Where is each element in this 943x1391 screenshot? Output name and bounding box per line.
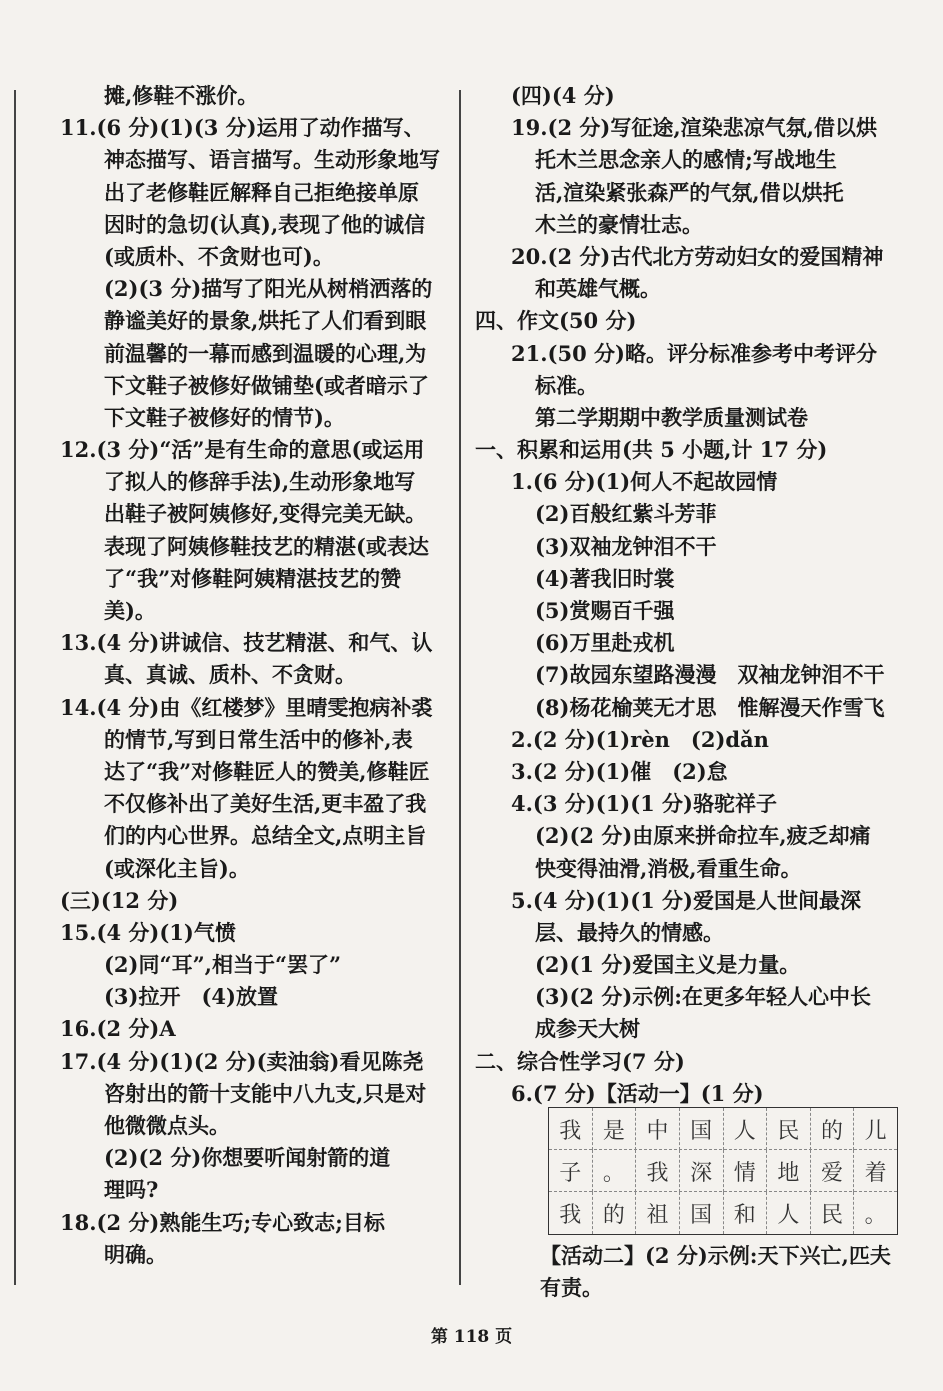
text-line: 层、最持久的情感。 <box>535 919 724 945</box>
grid-cell: 。 <box>593 1150 637 1192</box>
text-line: (2)(1 分)爱国主义是力量。 <box>535 952 801 978</box>
text-line: 不仅修补出了美好生活,更丰盈了我 <box>104 791 427 817</box>
text-line: 20.(2 分)古代北方劳动妇女的爱国精神 <box>511 243 884 269</box>
text-line: 静谧美好的景象,烘托了人们看到眼 <box>104 308 427 334</box>
grid-cell: 儿 <box>864 1118 887 1144</box>
section-heading: 第二学期期中教学质量测试卷 <box>535 404 808 430</box>
grid-cell: 人 <box>767 1192 811 1234</box>
grid-cell: 子 <box>549 1150 593 1192</box>
text-line: (2)(2 分)由原来拼命拉车,疲乏却痛 <box>535 823 871 849</box>
text-line: 19.(2 分)写征途,渲染悲凉气氛,借以烘 <box>511 115 877 141</box>
text-line: 4.(3 分)(1)(1 分)骆驼祥子 <box>511 791 777 817</box>
grid-cell: 民 <box>811 1192 855 1234</box>
text-line: 他微微点头。 <box>104 1113 230 1138</box>
column-divider <box>459 90 461 1285</box>
text-line: 13.(4 分)讲诚信、技艺精湛、和气、认 <box>60 630 433 656</box>
text-line: 快变得油滑,消极,看重生命。 <box>535 855 802 881</box>
text-line: (2)同“耳”,相当于“罢了” <box>104 952 342 978</box>
page-number: 第 118 页 <box>430 1327 513 1347</box>
text-line: (3)双袖龙钟泪不干 <box>535 533 717 559</box>
text-line: 了拟人的修辞手法),生动形象地写 <box>104 469 416 495</box>
grid-cell: 深 <box>680 1150 724 1192</box>
left-column <box>60 80 452 1271</box>
text-line: (6)万里赴戎机 <box>535 630 675 656</box>
grid-cell: 和 <box>724 1192 768 1234</box>
text-line: 有责。 <box>540 1275 603 1301</box>
text-line: 的情节,写到日常生活中的修补,表 <box>104 726 413 752</box>
text-line: 托木兰思念亲人的感情;写战地生 <box>535 147 837 173</box>
text-line: 12.(3 分)“活”是有生命的意思(或运用 <box>60 437 425 463</box>
text-line: 咨射出的箭十支能中八九支,只是对 <box>104 1080 427 1106</box>
text-line: 下文鞋子被修好的情节)。 <box>104 404 345 430</box>
text-line: 16.(2 分)A <box>60 1016 176 1042</box>
text-line: 18.(2 分)熟能生巧;专心致志;目标 <box>60 1209 385 1235</box>
grid-cell: 是 <box>593 1108 637 1150</box>
right-column <box>475 80 930 1110</box>
grid-row <box>549 1192 897 1234</box>
text-line: 【活动二】(2 分)示例:天下兴亡,匹夫 <box>540 1243 891 1268</box>
text-line: 美)。 <box>104 598 156 623</box>
text-line: 四、作文(50 分) <box>475 308 637 334</box>
text-line: 出鞋子被阿姨修好,变得完美无缺。 <box>104 501 427 527</box>
text-line: (5)赏赐百千强 <box>535 598 675 623</box>
grid-row <box>549 1108 897 1150</box>
text-line: 前温馨的一幕而感到温暖的心理,为 <box>104 340 427 366</box>
text-line: 摊,修鞋不涨价。 <box>104 83 259 108</box>
text-line: 达了“我”对修鞋匠人的赞美,修鞋匠 <box>104 758 430 784</box>
calligraphy-grid <box>548 1107 898 1235</box>
grid-row <box>549 1150 897 1192</box>
grid-cell: 。 <box>864 1202 887 1228</box>
text-line: 活,渲染紧张森严的气氛,借以烘托 <box>535 179 844 205</box>
text-line: 1.(6 分)(1)何人不起故园情 <box>511 469 778 495</box>
text-line: 木兰的豪情壮志。 <box>535 211 703 237</box>
text-line: 真、真诚、质朴、不贪财。 <box>104 662 356 688</box>
text-line: 下文鞋子被修好做铺垫(或者暗示了 <box>104 372 429 398</box>
grid-cell: 爱 <box>811 1150 855 1192</box>
text-line: 14.(4 分)由《红楼梦》里晴雯抱病补裘 <box>60 694 433 720</box>
text-line: (4)著我旧时裳 <box>535 565 675 591</box>
text-line: 一、积累和运用(共 5 小题,计 17 分) <box>475 437 828 463</box>
grid-cell: 国 <box>680 1108 724 1150</box>
text-line: 15.(4 分)(1)气愤 <box>60 919 236 945</box>
grid-cell: 祖 <box>636 1192 680 1234</box>
grid-cell: 中 <box>636 1108 680 1150</box>
grid-cell: 情 <box>724 1150 768 1192</box>
text-line: 了“我”对修鞋阿姨精湛技艺的赞 <box>104 565 402 591</box>
grid-cell: 民 <box>767 1108 811 1150</box>
text-line: 5.(4 分)(1)(1 分)爱国是人世间最深 <box>511 887 861 913</box>
text-line: 17.(4 分)(1)(2 分)(卖油翁)看见陈尧 <box>60 1048 424 1074</box>
text-line: 们的内心世界。总结全文,点明主旨 <box>104 823 427 849</box>
grid-cell: 地 <box>767 1150 811 1192</box>
text-line: (7)故园东望路漫漫 双袖龙钟泪不干 <box>535 662 885 688</box>
text-line: 理吗? <box>104 1177 159 1203</box>
left-margin-rule <box>14 90 16 1285</box>
activity-two-answer <box>540 1240 920 1304</box>
grid-cell: 的 <box>811 1108 855 1150</box>
text-line: (2)百般红紫斗芳菲 <box>535 501 717 527</box>
text-line: (四)(4 分) <box>511 83 615 108</box>
text-line: (三)(12 分) <box>60 887 179 913</box>
text-line: (2)(3 分)描写了阳光从树梢洒落的 <box>104 276 433 302</box>
grid-cell: 着 <box>864 1160 887 1186</box>
text-line: 出了老修鞋匠解释自己拒绝接单原 <box>104 179 419 205</box>
text-line: 明确。 <box>104 1241 167 1267</box>
text-line: 6.(7 分)【活动一】(1 分) <box>511 1080 764 1106</box>
text-line: (2)(2 分)你想要听闻射箭的道 <box>104 1145 391 1171</box>
grid-cell: 的 <box>593 1192 637 1234</box>
text-line: 11.(6 分)(1)(3 分)运用了动作描写、 <box>60 115 425 141</box>
grid-cell: 我 <box>549 1108 593 1150</box>
text-line: (或深化主旨)。 <box>104 855 250 881</box>
text-line: 二、综合性学习(7 分) <box>475 1048 685 1074</box>
text-line: 和英雄气概。 <box>535 276 661 302</box>
grid-cell: 国 <box>680 1192 724 1234</box>
grid-cell: 我 <box>636 1150 680 1192</box>
text-line: (或质朴、不贪财也可)。 <box>104 243 334 269</box>
text-line: 神态描写、语言描写。生动形象地写 <box>104 147 440 173</box>
text-line: 21.(50 分)略。评分标准参考中考评分 <box>511 340 877 366</box>
text-line: (8)杨花榆荚无才思 惟解漫天作雪飞 <box>535 694 885 720</box>
text-line: 成参天大树 <box>535 1016 640 1042</box>
text-line: 标准。 <box>535 372 598 398</box>
text-line: 因时的急切(认真),表现了他的诚信 <box>104 211 426 237</box>
text-line: 3.(2 分)(1)催 (2)怠 <box>511 758 728 784</box>
grid-cell: 人 <box>724 1108 768 1150</box>
text-line: (3)拉开 (4)放置 <box>104 984 278 1010</box>
text-line: 表现了阿姨修鞋技艺的精湛(或表达 <box>104 533 429 559</box>
grid-cell: 我 <box>549 1192 593 1234</box>
text-line: (3)(2 分)示例:在更多年轻人心中长 <box>535 984 872 1010</box>
text-line: 2.(2 分)(1)rèn (2)dǎn <box>511 726 769 752</box>
